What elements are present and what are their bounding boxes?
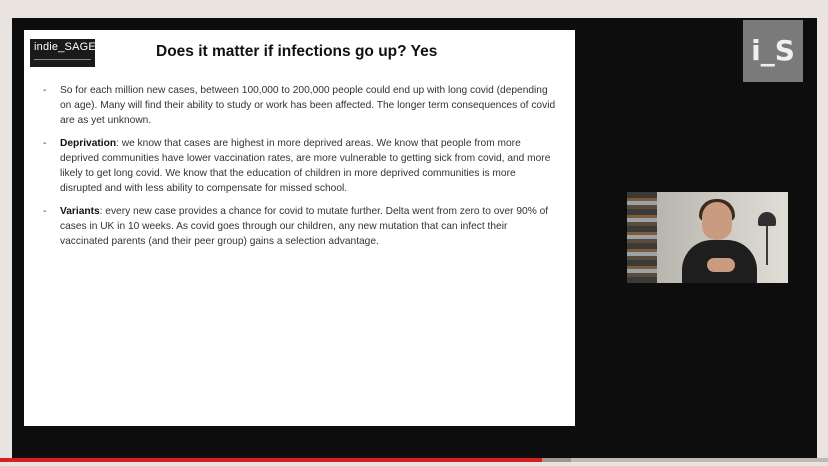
presentation-slide (24, 30, 575, 426)
speaker-face (702, 202, 732, 240)
bullet-item: - Deprivation: we know that cases are highest in more deprived areas. We know that people from more deprived communities have lower vaccination rates, are more vulnerable to getting sick from covid, and more likely to get long covid. We know that the education of children in more deprived communities is more disrupted and with less ability to compensate for missed school. (43, 138, 551, 194)
bullet-list (38, 83, 558, 249)
indie-sage-logo: indie_SAGE (30, 39, 95, 67)
progress-played (0, 458, 542, 462)
speaker-webcam-feed (627, 192, 788, 283)
bookshelf (627, 192, 657, 283)
lamp-icon (758, 212, 776, 226)
slide-title: Does it matter if infections go up? Yes (156, 43, 438, 60)
bullet-item: - So for each million new cases, between 100,000 to 200,000 people could end up with long covid (depending on age). Many will find their ability to study or work has been affected. The longer term consequences of covid are as yet unknown. (43, 85, 556, 126)
i-s-brand-logo: i_S (743, 20, 803, 82)
video-progress-bar[interactable] (0, 458, 828, 462)
progress-buffered (542, 458, 571, 462)
bullet-item: - Variants: every new case provides a chance for covid to mutate further. Delta went from zero to over 90% of cases in UK in 10 weeks. As covid goes through our children, any new mutation that can infect their vaccinated parents (and their peer group) gains a selection advantage. (43, 206, 549, 247)
